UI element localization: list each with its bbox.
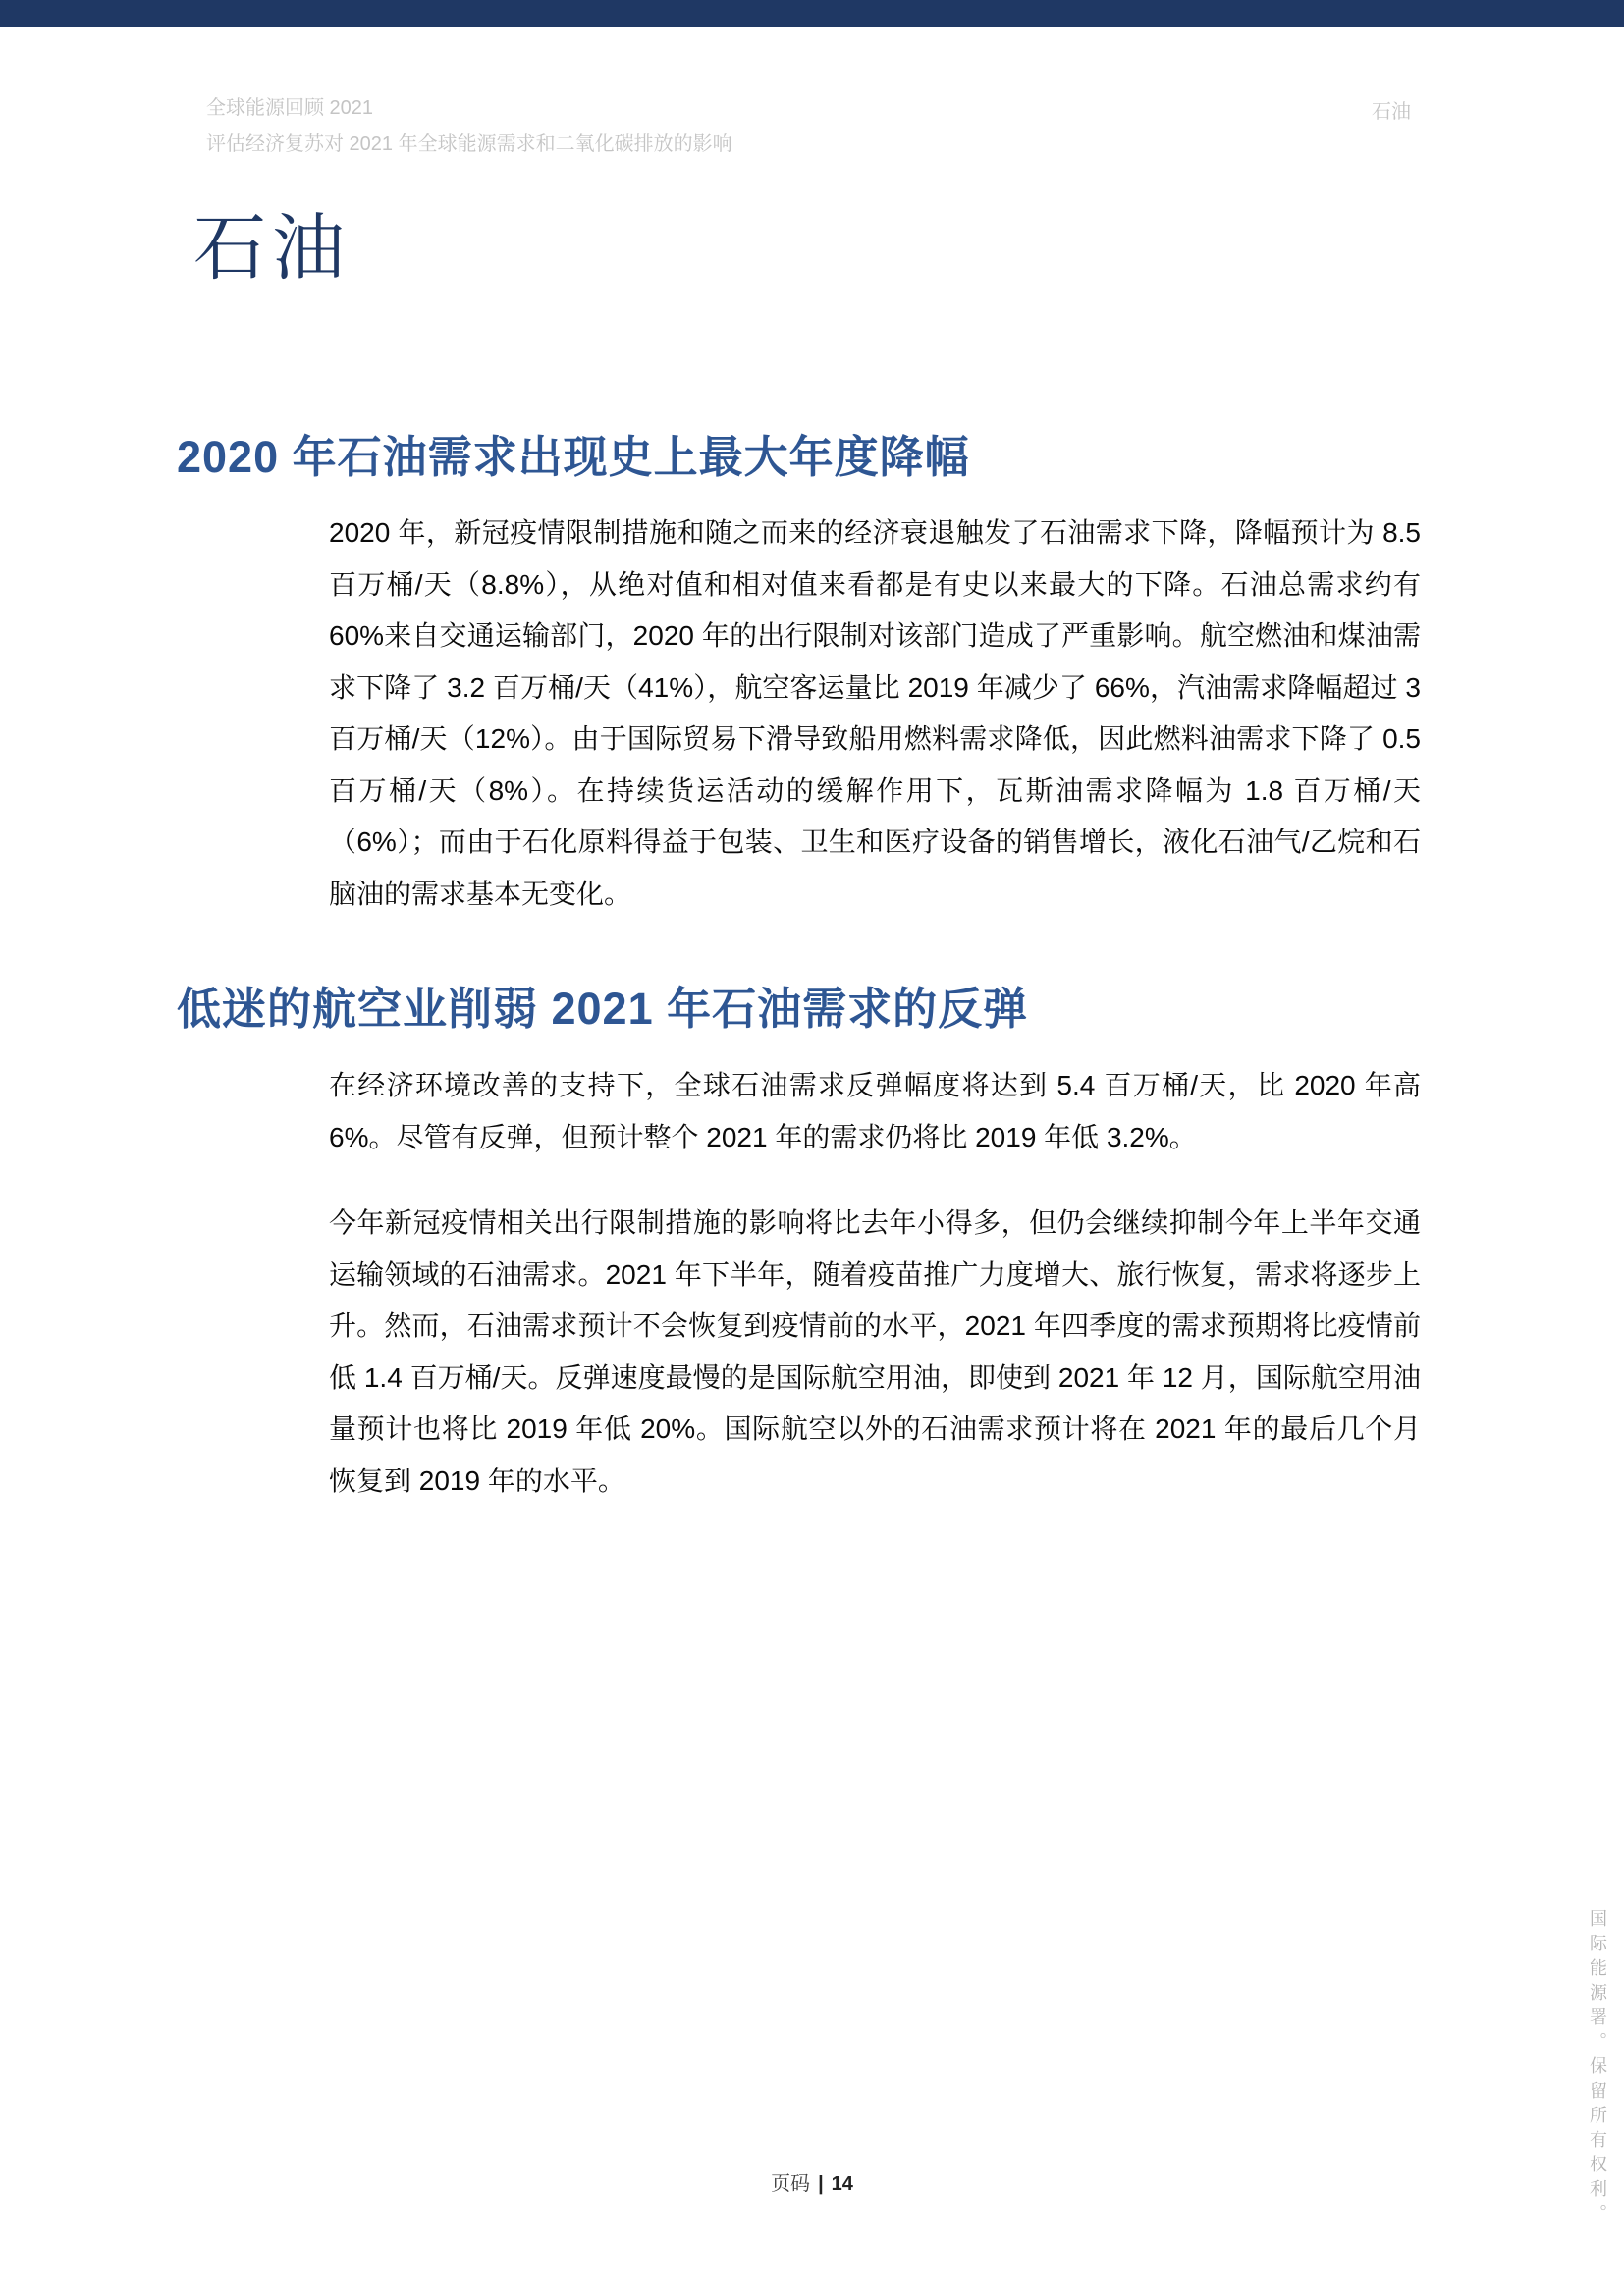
running-header-left <box>206 90 732 163</box>
paragraph-2021-rebound-1: 在经济环境改善的支持下，全球石油需求反弹幅度将达到 5.4 百万桶/天，比 2020 年高 6%。尽管有反弹，但预计整个 2021 年的需求仍将比 2019 年低 3.2%。 <box>329 1070 1421 1152</box>
page-title: 石油 <box>193 209 351 290</box>
page-footer <box>0 2167 1624 2196</box>
top-accent-bar <box>0 0 1624 27</box>
running-header-right: 石油 <box>1372 101 1411 123</box>
section-heading-2021-rebound: 低迷的航空业削弱 2021 年石油需求的反弹 <box>177 984 1029 1034</box>
footer-label: 页码 <box>771 2173 811 2195</box>
footer-separator: | <box>818 2173 824 2195</box>
report-title: 全球能源回顾 2021 <box>206 97 374 119</box>
section-heading-2020-decline: 2020 年石油需求出现史上最大年度降幅 <box>177 432 970 482</box>
report-subtitle: 评估经济复苏对 2021 年全球能源需求和二氧化碳排放的影响 <box>206 133 732 155</box>
footer-page-number: 14 <box>831 2173 853 2195</box>
paragraph-2020-decline: 2020 年，新冠疫情限制措施和随之而来的经济衰退触发了石油需求下降，降幅预计为 8.5 百万桶/天（8.8%），从绝对值和相对值来看都是有史以来最大的下降。石油总需求约有 60%来自交通运输部门，2020 年的出行限制对该部门造成了严重影响。航空燃油和煤油需求下降了 3.2 百万桶/天（41%），航空客运量比 2019 年减少了 66%，汽油需求降幅超过 3 百万桶/天（12%）。由于国际贸易下滑导致船用燃料需求降低，因此燃料油需求下降了 0.5 百万桶/天（8%）。在持续货运活动的缓解作用下，瓦斯油需求降幅为 1.8 百万桶/天（6%）；而由于石化原料得益于包装、卫生和医疗设备的销售增长，液化石油气/乙烷和石脑油的需求基本无变化。 <box>329 517 1421 909</box>
copyright-side-note: 国际能源署。保留所有权利。 <box>1588 1909 1607 2228</box>
paragraph-2021-rebound-2: 今年新冠疫情相关出行限制措施的影响将比去年小得多，但仍会继续抑制今年上半年交通运输领域的石油需求。2021 年下半年，随着疫苗推广力度增大、旅行恢复，需求将逐步上升。然而，石油需求预计不会恢复到疫情前的水平，2021 年四季度的需求预期将比疫情前低 1.4 百万桶/天。反弹速度最慢的是国际航空用油，即使到 2021 年 12 月，国际航空用油量预计也将比 2019 年低 20%。国际航空以外的石油需求预计将在 2021 年的最后几个月恢复到 2019 年的水平。 <box>329 1207 1421 1496</box>
